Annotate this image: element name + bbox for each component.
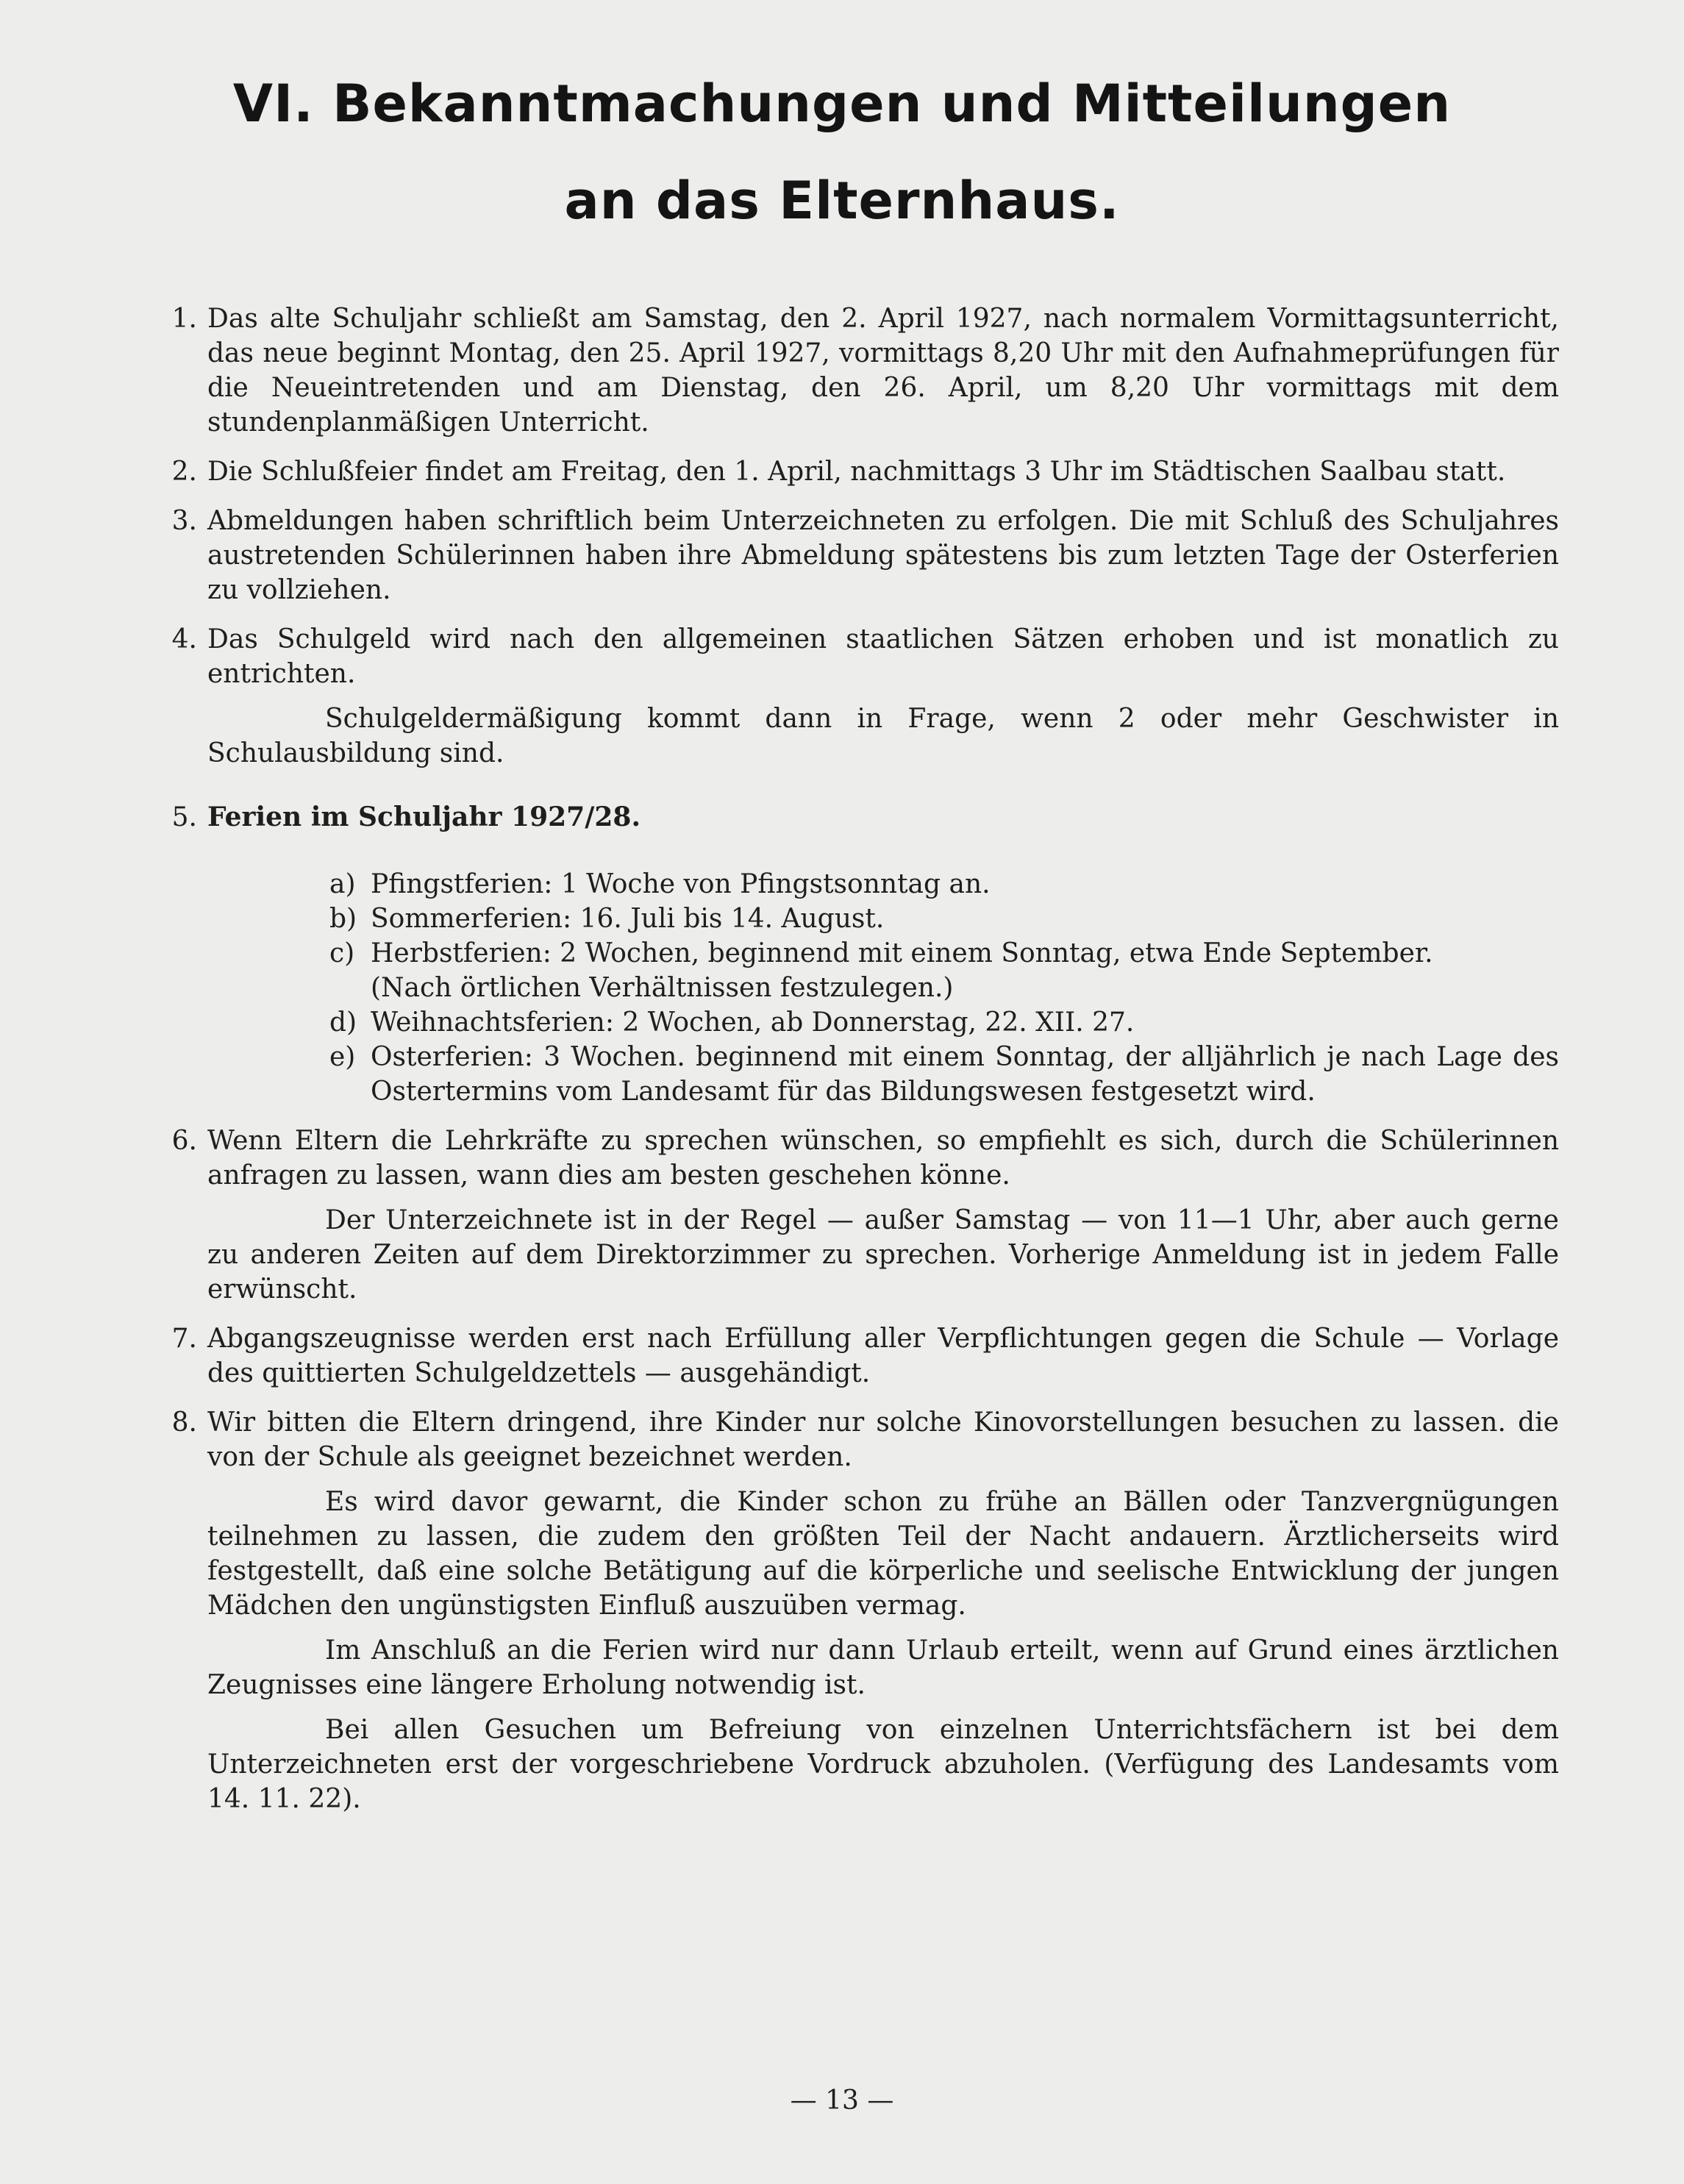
item-number: 6. xyxy=(171,1126,197,1156)
holiday-item xyxy=(329,1005,1559,1040)
item-number: 4. xyxy=(171,624,197,654)
item-number: 2. xyxy=(171,457,197,487)
item-number: 7. xyxy=(171,1324,197,1354)
holiday-text: Sommerferien: 16. Juli bis 14. August. xyxy=(371,904,885,934)
item-text: Abgangszeugnisse werden erst nach Erfüllung aller Verpflichtungen gegen die Schule — Vorlage des quittierten Schulgeldzettels — ausgehändigt. xyxy=(207,1324,1559,1388)
announcement-4 xyxy=(154,622,1559,771)
item-text: Das Schulgeld wird nach den allgemeinen staatlichen Sätzen erhoben und ist monatlich zu entrichten. xyxy=(207,624,1559,689)
announcement-1 xyxy=(154,301,1559,440)
page-number: — 13 — xyxy=(790,2085,894,2116)
item-number: 8. xyxy=(171,1407,197,1438)
announcement-2 xyxy=(154,454,1559,489)
holidays-list xyxy=(207,867,1559,1109)
item-text: Wir bitten die Eltern dringend, ihre Kinder nur solche Kinovorstellungen besuchen zu lassen. die von der Schule als geeignet bezeichnet werden. xyxy=(207,1407,1559,1472)
holiday-label: d) xyxy=(329,1007,357,1038)
section-title-line-1: VI. Bekanntmachungen und Mitteilungen xyxy=(232,74,1452,134)
holiday-item xyxy=(329,1040,1559,1109)
holiday-text: Pfingstferien: 1 Woche von Pfingstsonntag an. xyxy=(371,869,991,899)
item-text-continued: Der Unterzeichnete ist in der Regel — außer Samstag — von 11—1 Uhr, aber auch gerne zu anderen Zeiten auf dem Direktorzimmer zu sprechen. Vorherige Anmeldung ist in jedem Falle erwünscht. xyxy=(207,1205,1559,1305)
item-text-continued: Schulgeldermäßigung kommt dann in Frage, wenn 2 oder mehr Geschwister in Schulausbildung sind. xyxy=(207,704,1559,768)
holiday-text: Herbstferien: 2 Wochen, beginnend mit einem Sonntag, etwa Ende September. xyxy=(371,938,1433,968)
item-text-continued: Im Anschluß an die Ferien wird nur dann Urlaub erteilt, wenn auf Grund eines ärztlichen Zeugnisses eine längere Erholung notwendig ist. xyxy=(207,1635,1559,1700)
item-text: Abmeldungen haben schriftlich beim Unterzeichneten zu erfolgen. Die mit Schluß des Schuljahres austretenden Schülerinnen haben ihre Abmeldung spätestens bis zum letzten Tage der Osterferien zu vollziehen. xyxy=(207,506,1559,605)
holiday-note: (Nach örtlichen Verhältnissen festzulegen.) xyxy=(371,973,954,1003)
item-text: Das alte Schuljahr schließt am Samstag, den 2. April 1927, nach normalem Vormittagsunterricht, das neue beginnt Montag, den 25. April 1927, vormittags 8,20 Uhr mit den Aufnahmeprüfungen für die Neueintretenden und am Dienstag, den 26. April, um 8,20 Uhr vormittags mit dem stundenplanmäßigen Unterricht. xyxy=(207,304,1559,438)
holiday-item xyxy=(329,867,1559,902)
announcement-8 xyxy=(154,1405,1559,1816)
announcement-3 xyxy=(154,504,1559,607)
holiday-item xyxy=(329,936,1559,1005)
holiday-label: a) xyxy=(329,869,356,899)
announcement-7 xyxy=(154,1321,1559,1391)
section-title-line-2: an das Elternhaus. xyxy=(564,171,1120,231)
holiday-label: c) xyxy=(329,938,355,968)
item-number: 1. xyxy=(171,304,197,334)
holiday-text: Osterferien: 3 Wochen. beginnend mit einem Sonntag, der alljährlich je nach Lage des Ostertermins vom Landesamt für das Bildungswesen festgesetzt wird. xyxy=(371,1042,1559,1107)
item-text-continued: Bei allen Gesuchen um Befreiung von einzelnen Unterrichtsfächern ist bei dem Unterzeichneten erst der vorgeschriebene Vordruck abzuholen. (Verfügung des Landesamts vom 14. 11. 22). xyxy=(207,1715,1559,1814)
item-number: 5. xyxy=(171,802,197,832)
item-text-continued: Es wird davor gewarnt, die Kinder schon zu frühe an Bällen oder Tanzvergnügungen teilnehmen zu lassen, die zudem den größten Teil der Nacht andauern. Ärztlicherseits wird festgestellt, daß eine solche Betätigung auf die körperliche und seelische Entwicklung der jungen Mädchen den ungünstigsten Einfluß auszuüben vermag. xyxy=(207,1487,1559,1621)
holiday-label: b) xyxy=(329,904,357,934)
holiday-text: Weihnachtsferien: 2 Wochen, ab Donnerstag, 22. XII. 27. xyxy=(371,1007,1135,1038)
holiday-item xyxy=(329,902,1559,936)
holidays-heading: Ferien im Schuljahr 1927/28. xyxy=(207,802,641,832)
announcement-5-holidays xyxy=(154,800,1559,1109)
announcements-list xyxy=(154,301,1559,1831)
item-text: Die Schlußfeier findet am Freitag, den 1. April, nachmittags 3 Uhr im Städtischen Saalbau statt. xyxy=(207,457,1506,487)
item-number: 3. xyxy=(171,506,197,536)
holiday-label: e) xyxy=(329,1042,356,1072)
item-text: Wenn Eltern die Lehrkräfte zu sprechen wünschen, so empfiehlt es sich, durch die Schülerinnen anfragen zu lassen, wann dies am besten geschehen könne. xyxy=(207,1126,1559,1191)
announcement-6 xyxy=(154,1124,1559,1307)
